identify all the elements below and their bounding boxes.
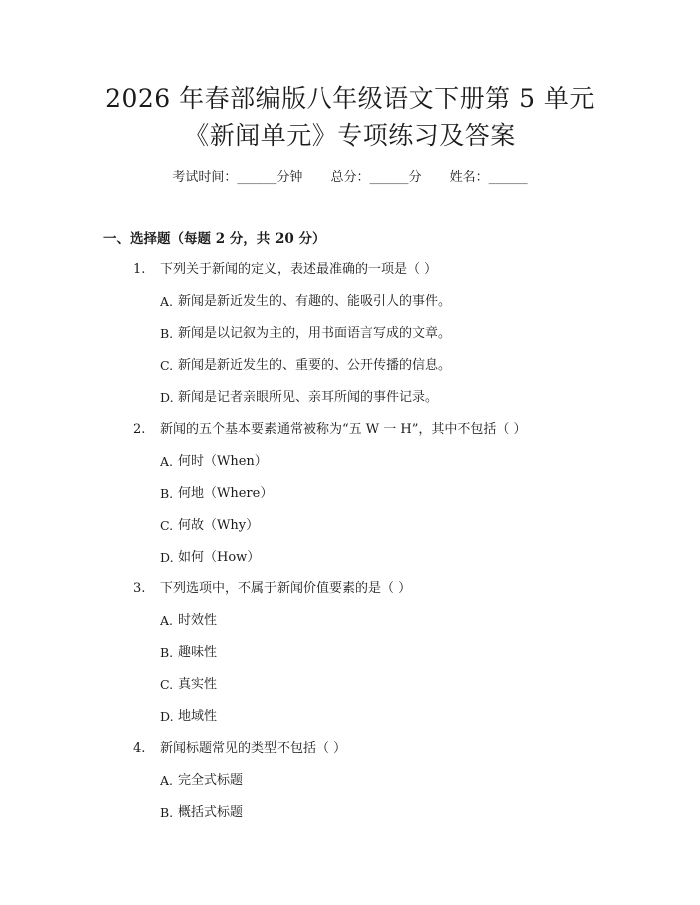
page-title-line-2: 《新闻单元》专项练习及答案 (184, 121, 516, 150)
option-letter: A. (160, 613, 174, 628)
question-text: 下列关于新闻的定义，表述最准确的一项是（ ） (160, 262, 438, 277)
student-name-field (450, 168, 528, 188)
option-text: 如何（How） (178, 550, 261, 565)
option-letter: B. (160, 326, 174, 341)
option-text: 地域性 (178, 709, 218, 724)
total-score-field (330, 168, 421, 188)
option-text: 完全式标题 (178, 773, 244, 788)
option-text: 趣味性 (178, 645, 218, 660)
total-score-unit: 分 (408, 170, 422, 185)
student-name-label: 姓名： (449, 170, 489, 185)
option-letter: B. (160, 805, 174, 820)
question-text: 新闻标题常见的类型不包括（ ） (160, 741, 347, 756)
option-letter: C. (160, 518, 174, 533)
page-title-line-1: 2026 年春部编版八年级语文下册第 5 单元 (105, 84, 595, 113)
option-text: 真实性 (178, 677, 218, 692)
exam-time-blank[interactable]: ______ (237, 170, 277, 185)
option-letter: D. (160, 550, 174, 565)
option-letter: A. (160, 294, 174, 309)
option-text: 何故（Why） (178, 518, 260, 533)
option-text: 何地（Where） (178, 486, 274, 501)
option-letter: B. (160, 645, 174, 660)
option-letter: B. (160, 486, 174, 501)
exam-time-label: 考试时间： (172, 170, 238, 185)
option-text: 新闻是新近发生的、有趣的、能吸引人的事件。 (178, 294, 452, 309)
question-number: 3. (133, 581, 146, 596)
exam-time-unit: 分钟 (276, 170, 303, 185)
question-text: 新闻的五个基本要素通常被称为“五 W 一 H”，其中不包括（ ） (160, 422, 527, 437)
option-letter: D. (160, 709, 174, 724)
option-text: 新闻是新近发生的、重要的、公开传播的信息。 (178, 358, 452, 373)
option-text: 时效性 (178, 613, 218, 628)
exam-time-field (172, 168, 302, 188)
option-letter: D. (160, 390, 174, 405)
section-heading-choice: 一、选择题（每题 2 分，共 20 分） (103, 231, 326, 247)
option-text: 新闻是记者亲眼所见、亲耳所闻的事件记录。 (178, 390, 439, 405)
total-score-blank[interactable]: ______ (369, 170, 409, 185)
option-text: 概括式标题 (178, 805, 244, 820)
option-letter: A. (160, 454, 174, 469)
question-number: 1. (133, 262, 146, 277)
option-text: 新闻是以记叙为主的，用书面语言写成的文章。 (178, 326, 452, 341)
question-number: 4. (133, 741, 146, 756)
question-text: 下列选项中，不属于新闻价值要素的是（ ） (160, 581, 412, 596)
question-number: 2. (133, 422, 146, 437)
option-letter: C. (160, 358, 174, 373)
option-text: 何时（When） (178, 454, 268, 469)
total-score-label: 总分： (330, 170, 370, 185)
option-letter: A. (160, 773, 174, 788)
exam-meta (0, 168, 700, 188)
option-letter: C. (160, 677, 174, 692)
student-name-blank[interactable]: ______ (488, 170, 528, 185)
